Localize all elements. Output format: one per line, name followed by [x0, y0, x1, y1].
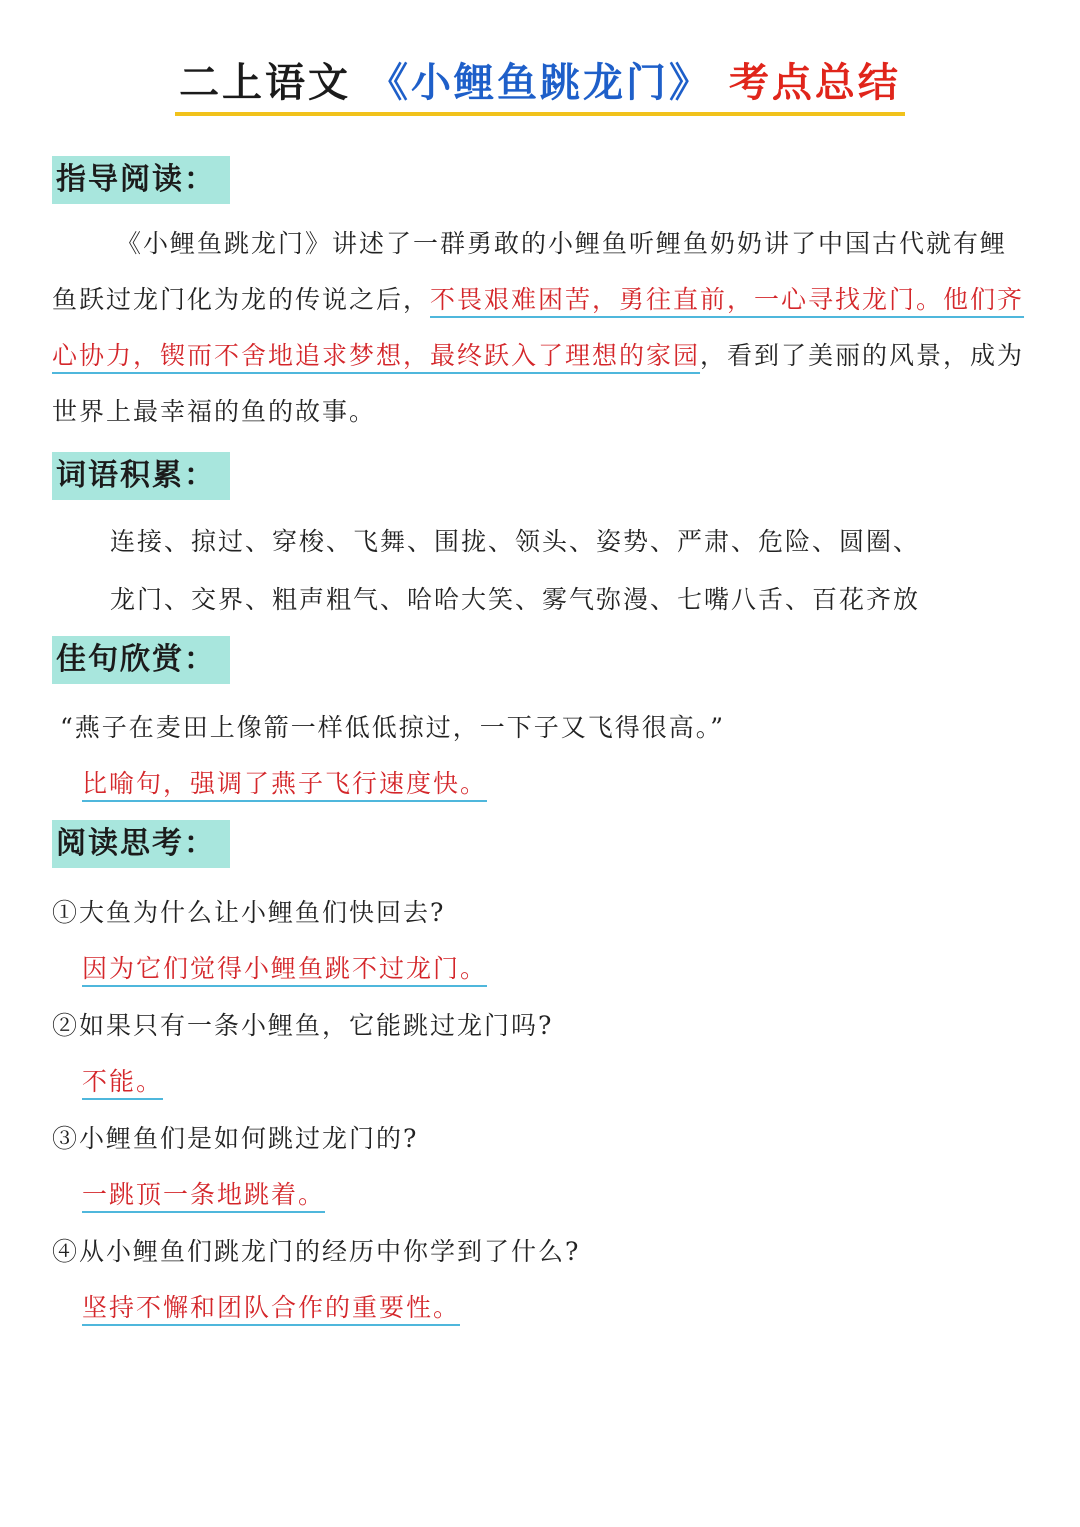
sentence-analysis-text: 比喻句，强调了燕子飞行速度快。 — [82, 769, 487, 802]
question-1: ①大鱼为什么让小鲤鱼们快回去? — [52, 898, 446, 927]
page-title — [0, 58, 1080, 118]
answer-1-text: 因为它们觉得小鲤鱼跳不过龙门。 — [82, 954, 487, 987]
answer-3-text: 一跳顶一条地跳着。 — [82, 1180, 325, 1213]
answer-2 — [82, 1062, 163, 1098]
section-label-thinking: 阅读思考： — [52, 820, 230, 868]
answer-1 — [82, 949, 487, 985]
guide-paragraph — [52, 216, 1032, 440]
section-label-guide: 指导阅读： — [52, 156, 230, 204]
title-summary: 考点总结 — [728, 60, 901, 106]
answer-4 — [82, 1288, 460, 1324]
question-3: ③小鲤鱼们是如何跳过龙门的? — [52, 1124, 419, 1153]
answer-3 — [82, 1175, 325, 1211]
section-label-words: 词语积累： — [52, 452, 230, 500]
question-2: ②如果只有一条小鲤鱼，它能跳过龙门吗? — [52, 1011, 554, 1040]
sentence-quote: “燕子在麦田上像箭一样低低掠过，一下子又飞得很高。” — [60, 713, 726, 742]
guide-text-end: ，看到了美丽的风景，成为世界上最幸福的鱼的故事。 — [52, 341, 1025, 426]
title-text — [175, 58, 905, 116]
guide-highlight: 不畏艰难困苦，勇往直前，一心寻找龙门。他们齐心协力，锲而不舍地追求梦想，最终跃入了理想的家园 — [52, 285, 1025, 370]
sentence-analysis — [82, 764, 487, 800]
title-lesson: 《小鲤鱼跳龙门》 — [368, 60, 712, 106]
words-line-2: 龙门、交界、粗声粗气、哈哈大笑、雾气弥漫、七嘴八舌、百花齐放 — [110, 585, 921, 614]
answer-2-text: 不能。 — [82, 1067, 163, 1100]
words-line-1: 连接、掠过、穿梭、飞舞、围拢、领头、姿势、严肃、危险、圆圈、 — [110, 527, 921, 556]
section-label-sentence: 佳句欣赏： — [52, 636, 230, 684]
title-grade: 二上语文 — [179, 60, 352, 106]
question-4: ④从小鲤鱼们跳龙门的经历中你学到了什么? — [52, 1237, 581, 1266]
answer-4-text: 坚持不懈和团队合作的重要性。 — [82, 1293, 460, 1326]
guide-text-start: 《小鲤鱼跳龙门》讲述了一群勇敢的小鲤鱼听鲤鱼奶奶讲了中国古代就有鲤鱼跃过龙门化为龙的传说之后， — [52, 229, 1008, 314]
